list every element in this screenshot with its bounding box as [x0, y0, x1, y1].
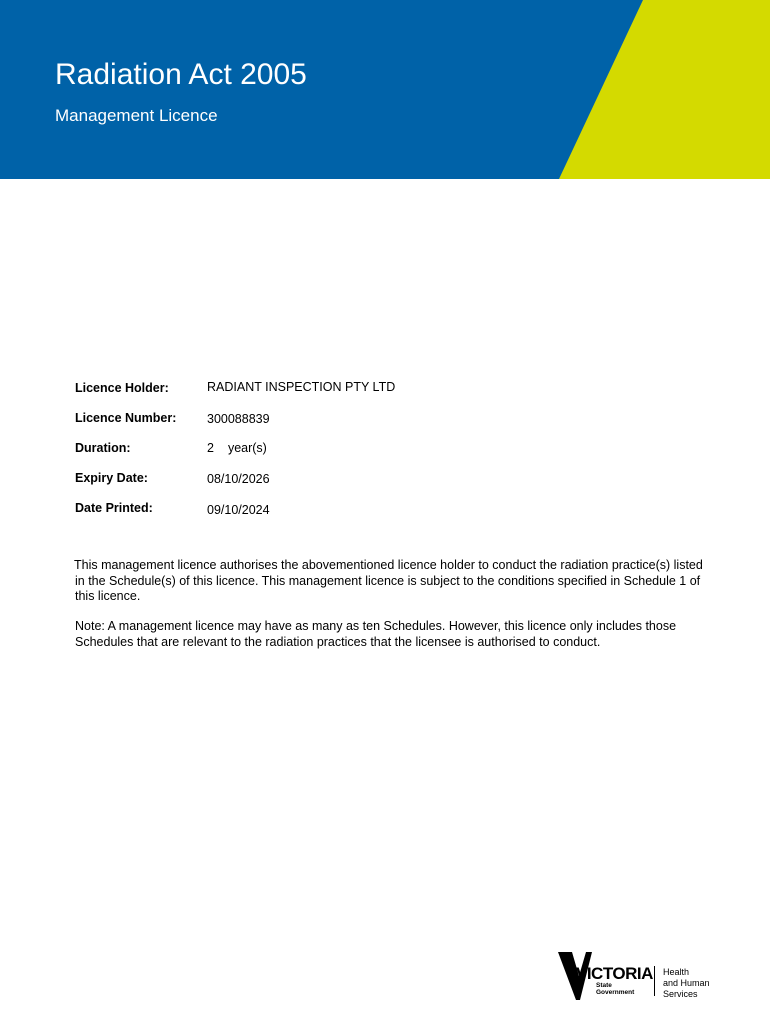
document-title: Radiation Act 2005: [55, 58, 307, 91]
logo-word: VICTORIA: [576, 964, 653, 983]
expiry-date-label: Expiry Date:: [75, 471, 148, 485]
dept-line-services: Services: [663, 989, 698, 999]
accent-polygon: [559, 0, 770, 179]
date-printed-value: 09/10/2024: [207, 503, 270, 517]
dept-line-health: Health: [663, 967, 690, 977]
licence-holder-label: Licence Holder:: [75, 381, 169, 395]
duration-value-row: [207, 441, 267, 455]
schedules-note-paragraph: Note: A management licence may have as many as ten Schedules. However, this licence only includes those Schedules that are relevant to the radiation practices that the licensee is authorised to conduct.: [75, 619, 677, 649]
logo-divider: [654, 966, 655, 996]
licence-number-label: Licence Number:: [75, 411, 177, 425]
duration-value: 2: [207, 441, 214, 455]
dept-line-and-human: and Human: [663, 978, 710, 988]
document-subtitle: Management Licence: [55, 106, 218, 125]
victoria-government-logo: [558, 952, 738, 1004]
date-printed-label: Date Printed:: [75, 501, 153, 515]
duration-label: Duration:: [75, 441, 131, 455]
duration-unit: year(s): [227, 441, 267, 455]
logo-sub-state: State: [596, 982, 612, 989]
licence-holder-value: RADIANT INSPECTION PTY LTD: [207, 380, 396, 394]
header-banner: [0, 0, 770, 179]
authorisation-paragraph: This management licence authorises the abovementioned licence holder to conduct the radiation practice(s) listed in the Schedule(s) of this licence. This management licence is subject to the conditions specified in Schedule 1 of this licence.: [74, 558, 703, 603]
logo-sub-government: Government: [596, 989, 635, 996]
expiry-date-value: 08/10/2026: [207, 472, 270, 486]
licence-number-value: 300088839: [207, 412, 270, 426]
